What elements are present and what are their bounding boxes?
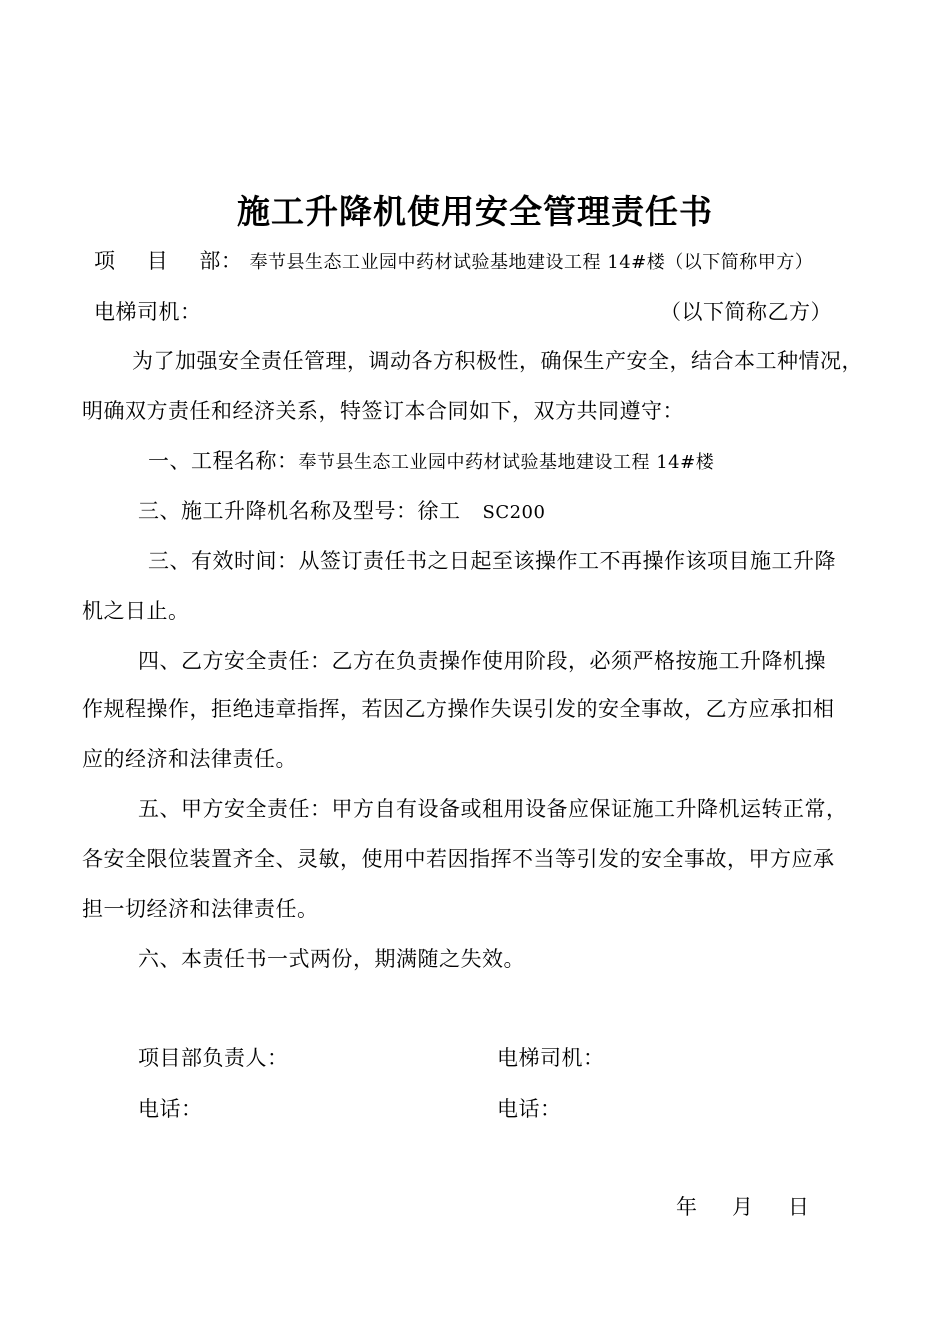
party-a-line (94, 246, 813, 278)
clause-3-line-1: 三、有效时间：从签订责任书之日起至该操作工不再操作该项目施工升降 (148, 549, 836, 573)
signature-left-phone: 电话： (138, 1097, 203, 1121)
intro-line-1: 为了加强安全责任管理，调动各方积极性，确保生产安全，结合本工种情况， (132, 349, 863, 373)
clause-2-value: SC200 (482, 502, 546, 523)
party-a-label-1: 项 (94, 249, 116, 273)
date-day: 日 (788, 1195, 810, 1219)
clause-6-line: 六、本责任书一式两份，期满随之失效。 (138, 947, 525, 971)
date-year: 年 (676, 1195, 698, 1219)
party-a-label-2: 目 (146, 249, 169, 273)
document-title: 施工升降机使用安全管理责任书 (237, 192, 713, 231)
party-a-label-3: 部： (199, 249, 243, 273)
clause-5-line-3: 担一切经济和法律责任。 (82, 897, 319, 921)
clause-4-line-2: 作规程操作，拒绝违章指挥，若因乙方操作失误引发的安全事故，乙方应承扣相 (82, 697, 835, 721)
intro-line-2: 明确双方责任和经济关系，特签订本合同如下，双方共同遵守： (82, 399, 684, 423)
clause-4-line-1: 四、乙方安全责任：乙方在负责操作使用阶段，必须严格按施工升降机操 (138, 649, 826, 673)
clause-1-line (148, 446, 714, 478)
party-a-value: 奉节县生态工业园中药材试验基地建设工程 14#楼（以下简称甲方） (249, 252, 814, 273)
clause-1-value: 奉节县生态工业园中药材试验基地建设工程 14#楼 (298, 452, 715, 473)
clause-3-line-2: 机之日止。 (82, 599, 190, 623)
clause-2-line (138, 496, 545, 528)
party-b-suffix: （以下简称乙方） (660, 300, 832, 324)
party-b-label: 电梯司机： (94, 300, 202, 324)
clause-5-line-1: 五、甲方安全责任：甲方自有设备或租用设备应保证施工升降机运转正常， (138, 797, 848, 821)
clause-1-label: 一、工程名称： (148, 449, 299, 473)
clause-5-line-2: 各安全限位装置齐全、灵敏，使用中若因指挥不当等引发的安全事故，甲方应承 (82, 847, 835, 871)
date-month: 月 (732, 1195, 754, 1219)
clause-2-label: 三、施工升降机名称及型号：徐工 (138, 499, 461, 523)
signature-left-label: 项目部负责人： (138, 1046, 289, 1070)
signature-right-phone: 电话： (497, 1097, 562, 1121)
signature-right-label: 电梯司机： (497, 1046, 605, 1070)
clause-4-line-3: 应的经济和法律责任。 (82, 747, 297, 771)
